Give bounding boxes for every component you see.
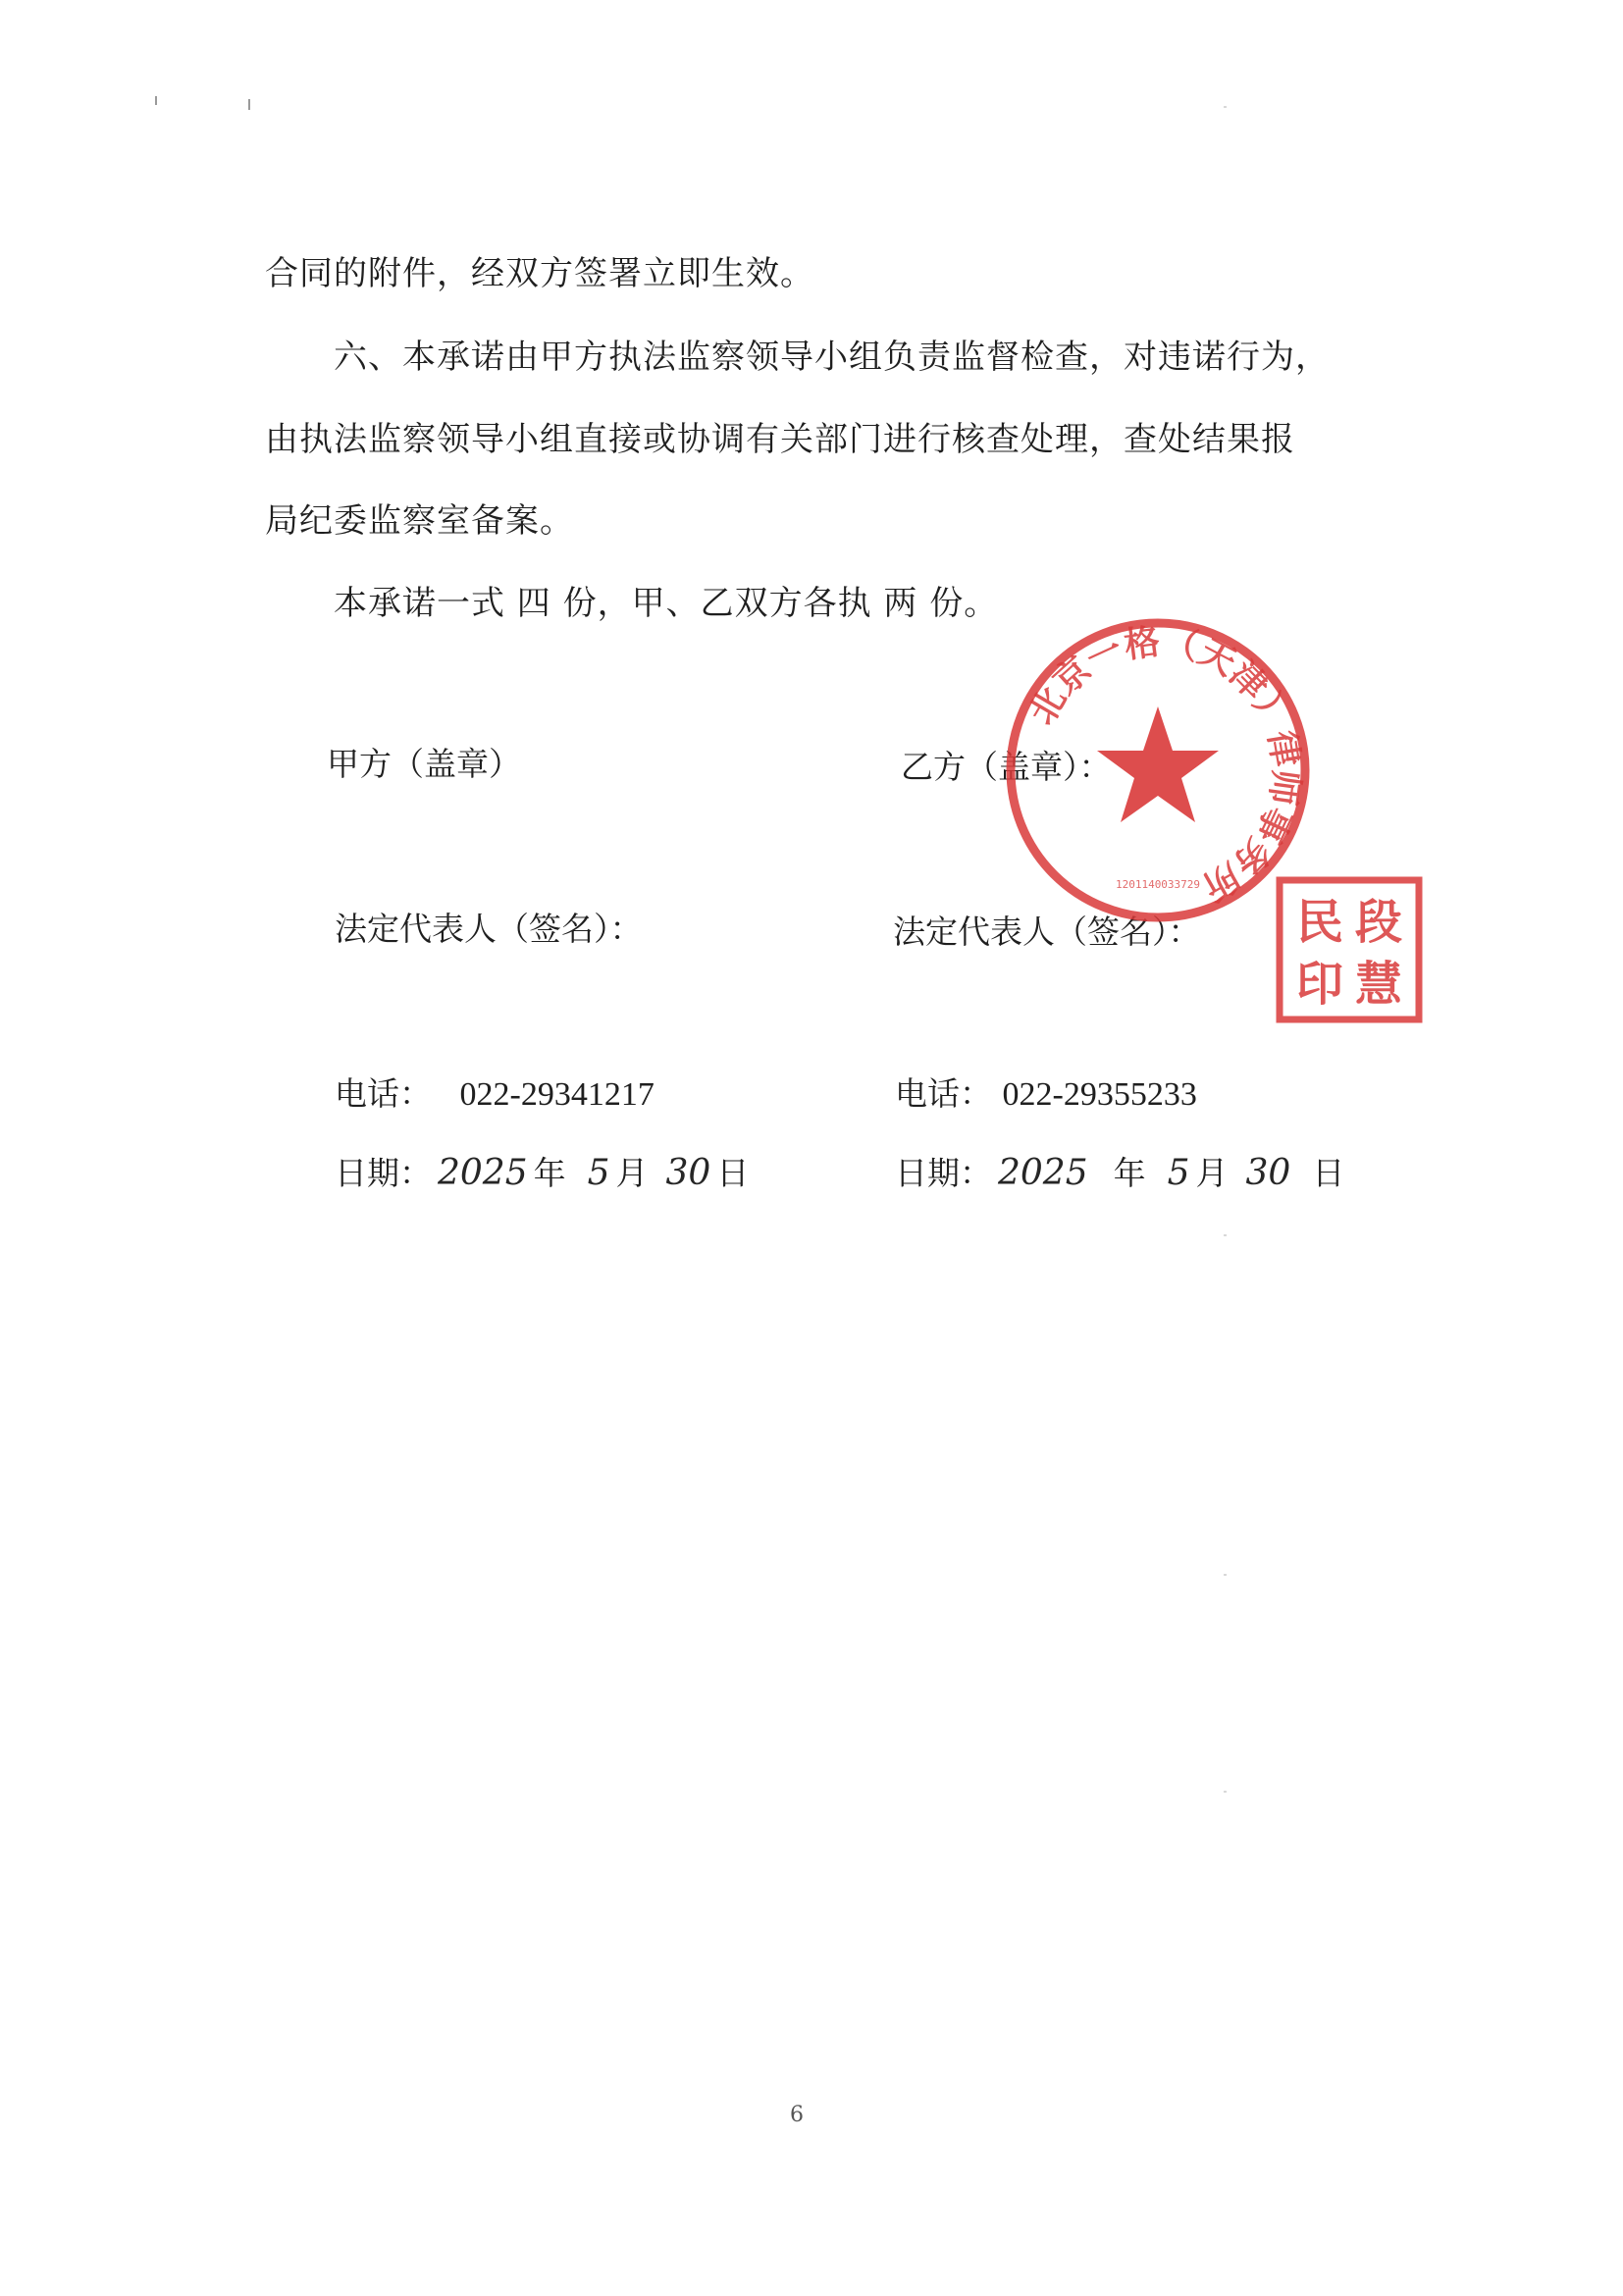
seal-code: 1201140033729 [1115, 878, 1201, 891]
scan-mark [248, 99, 250, 110]
scan-speck [1224, 1574, 1227, 1576]
seal-char: 段 [1354, 895, 1403, 950]
paragraph-line: 合同的附件，经双方签署立即生效。 [265, 254, 814, 293]
scan-speck [1224, 1234, 1227, 1236]
seal-char: 慧 [1354, 957, 1403, 1012]
month-unit: 月 [1195, 1154, 1229, 1192]
party-b-rep-label: 法定代表人（签名）： [893, 913, 1201, 951]
handwritten-day: 30 [665, 1153, 711, 1193]
star-icon [1097, 706, 1219, 822]
handwritten-day: 30 [1245, 1153, 1291, 1193]
year-unit: 年 [533, 1154, 566, 1192]
party-a-date [335, 1153, 750, 1193]
company-round-seal [1001, 613, 1315, 927]
paragraph-line: 六、本承诺由甲方执法监察领导小组负责监督检查，对违诺行为， [334, 338, 1330, 377]
party-a-seal-label: 甲方（盖章） [327, 745, 521, 783]
round-seal-graphic [1001, 613, 1315, 927]
phone-number: 022-29341217 [459, 1076, 654, 1113]
scan-mark [155, 96, 157, 105]
day-unit: 日 [1312, 1154, 1345, 1192]
party-b-seal-label: 乙方（盖章）： [901, 748, 1112, 786]
party-a-phone [335, 1074, 654, 1113]
seal-char: 民 [1295, 895, 1344, 950]
phone-label: 电话： [895, 1074, 992, 1113]
handwritten-month: 5 [587, 1153, 610, 1193]
paragraph-line: 由执法监察领导小组直接或协调有关部门进行核查处理，查处结果报 [265, 420, 1295, 459]
scan-speck [1224, 106, 1227, 108]
page-number: 6 [790, 2103, 804, 2127]
date-label: 日期： [895, 1154, 992, 1192]
scan-speck [1224, 1791, 1227, 1793]
party-a-rep-label: 法定代表人（签名）： [335, 910, 643, 948]
day-unit: 日 [716, 1154, 750, 1192]
party-b-phone [895, 1074, 1197, 1113]
year-unit: 年 [1113, 1154, 1146, 1192]
handwritten-month: 5 [1167, 1153, 1190, 1193]
date-label: 日期： [335, 1154, 432, 1192]
personal-square-seal [1276, 876, 1423, 1023]
paragraph-line: 本承诺一式 四 份，甲、乙双方各执 两 份。 [334, 584, 999, 623]
seal-arc-text: 北京一格（天津）律师事务所 [1021, 621, 1307, 908]
party-b-date [895, 1153, 1345, 1193]
phone-label: 电话： [335, 1074, 432, 1113]
square-seal-graphic [1276, 876, 1423, 1023]
handwritten-year: 2025 [998, 1153, 1088, 1193]
phone-number: 022-29355233 [1002, 1076, 1197, 1113]
handwritten-year: 2025 [438, 1153, 528, 1193]
month-unit: 月 [615, 1154, 649, 1192]
seal-char: 印 [1295, 957, 1344, 1012]
paragraph-line: 局纪委监察室备案。 [265, 501, 574, 541]
